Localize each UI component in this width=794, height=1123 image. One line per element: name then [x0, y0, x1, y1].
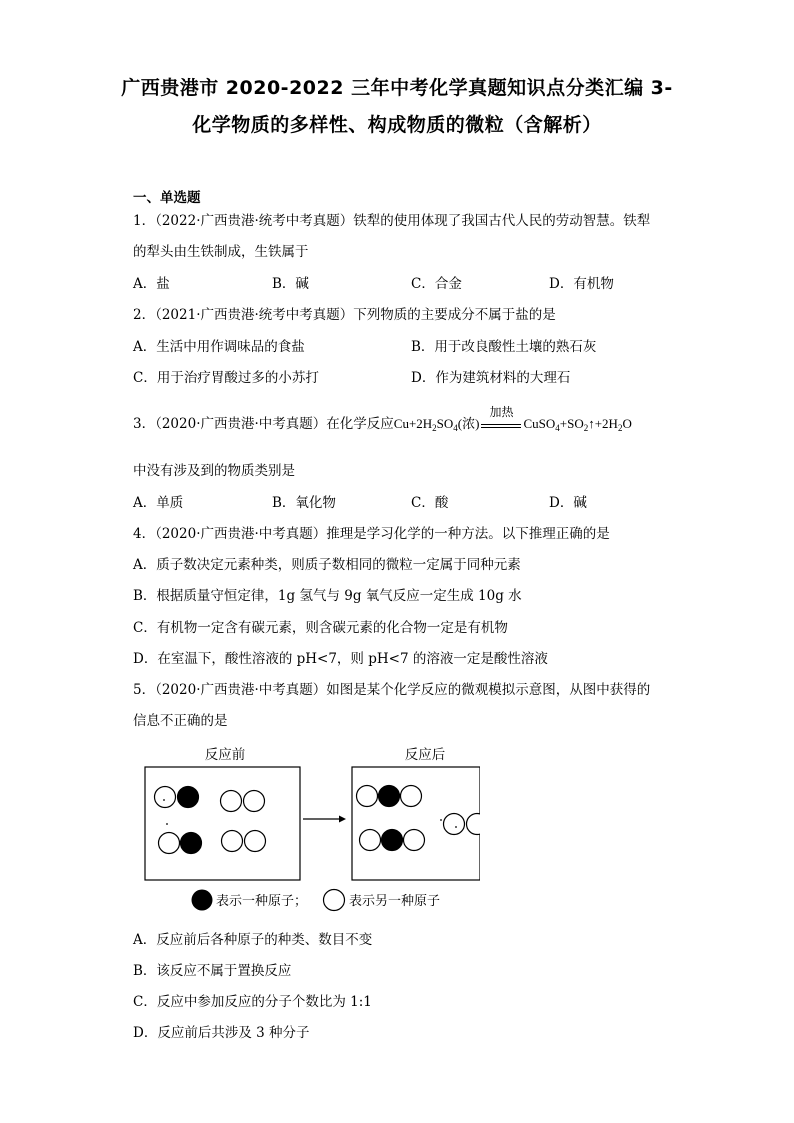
eq-sub: 2 [617, 423, 623, 433]
eq-left3: (浓) [457, 416, 480, 431]
reaction-condition: 加热 [489, 405, 514, 419]
legend-black-atom-icon [190, 888, 214, 912]
eq-right: CuSO [523, 416, 556, 431]
eq-right2: +SO [559, 416, 584, 431]
q3-stem-line-2: 中没有涉及到的物质类别是 [133, 463, 295, 479]
after-label: 反应后 [404, 747, 446, 763]
q5-option-a: A．反应前后各种原子的种类、数目不变 [133, 932, 373, 948]
eq-sub: 2 [432, 423, 437, 433]
q5-stem-line-1: 5．（2020·广西贵港·中考真题）如图是某个化学反应的微观模拟示意图，从图中获得的 [133, 682, 651, 698]
q5-option-d: D．反应前后共涉及 3 种分子 [133, 1025, 310, 1041]
q4-option-d: D．在室温下，酸性溶液的 pH<7，则 pH<7 的溶液一定是酸性溶液 [133, 651, 548, 667]
eq-sub: 4 [555, 423, 560, 433]
q1-option-d: D．有机物 [549, 276, 614, 292]
q2-option-d: D．作为建筑材料的大理石 [411, 370, 571, 386]
q2-option-a: A．生活中用作调味品的食盐 [133, 339, 305, 355]
eq-sub: 2 [583, 423, 589, 433]
eq-sub: 4 [453, 423, 458, 433]
q3-prefix: 3．（2020·广西贵港·中考真题）在化学反应 [133, 416, 394, 432]
q4-stem: 4．（2020·广西贵港·中考真题）推理是学习化学的一种方法。以下推理正确的是 [133, 526, 610, 542]
before-box [145, 767, 300, 880]
molecule-ww [440, 814, 480, 835]
q3-option-c: C．酸 [411, 495, 449, 511]
molecule-bw [159, 823, 202, 853]
molecule-ww [221, 791, 265, 812]
q1-option-b: B．碱 [272, 276, 309, 292]
q2-option-c: C．用于治疗胃酸过多的小苏打 [133, 370, 319, 386]
q5-option-c: C．反应中参加反应的分子个数比为 1:1 [133, 994, 372, 1010]
legend-black-label: 表示一种原子； [216, 894, 308, 909]
q1-stem-line-2: 的犁头由生铁制成，生铁属于 [133, 244, 309, 260]
legend-white-atom-icon [322, 888, 346, 912]
eq-left: Cu+2H [393, 416, 433, 431]
q1-option-c: C．合金 [411, 276, 462, 292]
molecule-ww [222, 831, 266, 852]
section-heading: 一、单选题 [133, 190, 201, 206]
before-label: 反应前 [204, 747, 246, 763]
q3-stem-line-1 [133, 405, 632, 438]
molecule-wb [360, 830, 425, 851]
q1-option-a: A．盐 [133, 276, 170, 292]
eq-right4: O [622, 416, 632, 431]
q3-option-d: D．碱 [549, 495, 587, 511]
eq-right3: ↑+2H [588, 416, 618, 431]
molecule-bw [155, 787, 199, 808]
q5-option-b: B．该反应不属于置换反应 [133, 963, 292, 979]
q1-stem-line-1: 1．（2022·广西贵港·统考中考真题）铁犁的使用体现了我国古代人民的劳动智慧。铁犁 [133, 213, 651, 229]
q2-option-b: B．用于改良酸性土壤的熟石灰 [411, 339, 597, 355]
chemical-equation [393, 405, 632, 433]
eq-left2: SO [436, 416, 454, 431]
document-title-line-2: 化学物质的多样性、构成物质的微粒（含解析） [192, 114, 602, 136]
q5-stem-line-2: 信息不正确的是 [133, 713, 228, 729]
q2-stem: 2．（2021·广西贵港·统考中考真题）下列物质的主要成分不属于盐的是 [133, 307, 556, 323]
molecule-wb [357, 786, 422, 807]
document-title-line-1: 广西贵港市 2020-2022 三年中考化学真题知识点分类汇编 3- [121, 77, 673, 99]
q3-option-a: A．单质 [133, 495, 184, 511]
q3-option-b: B．氧化物 [272, 495, 336, 511]
q4-option-c: C．有机物一定含有碳元素，则含碳元素的化合物一定是有机物 [133, 620, 508, 636]
q4-option-b: B．根据质量守恒定律，1g 氢气与 9g 氧气反应一定生成 10g 水 [133, 588, 522, 604]
q4-option-a: A．质子数决定元素种类，则质子数相同的微粒一定属于同种元素 [133, 557, 521, 573]
reaction-arrow [481, 405, 521, 428]
legend-white-label: 表示另一种原子 [349, 894, 441, 909]
reaction-arrow-icon [303, 816, 346, 823]
